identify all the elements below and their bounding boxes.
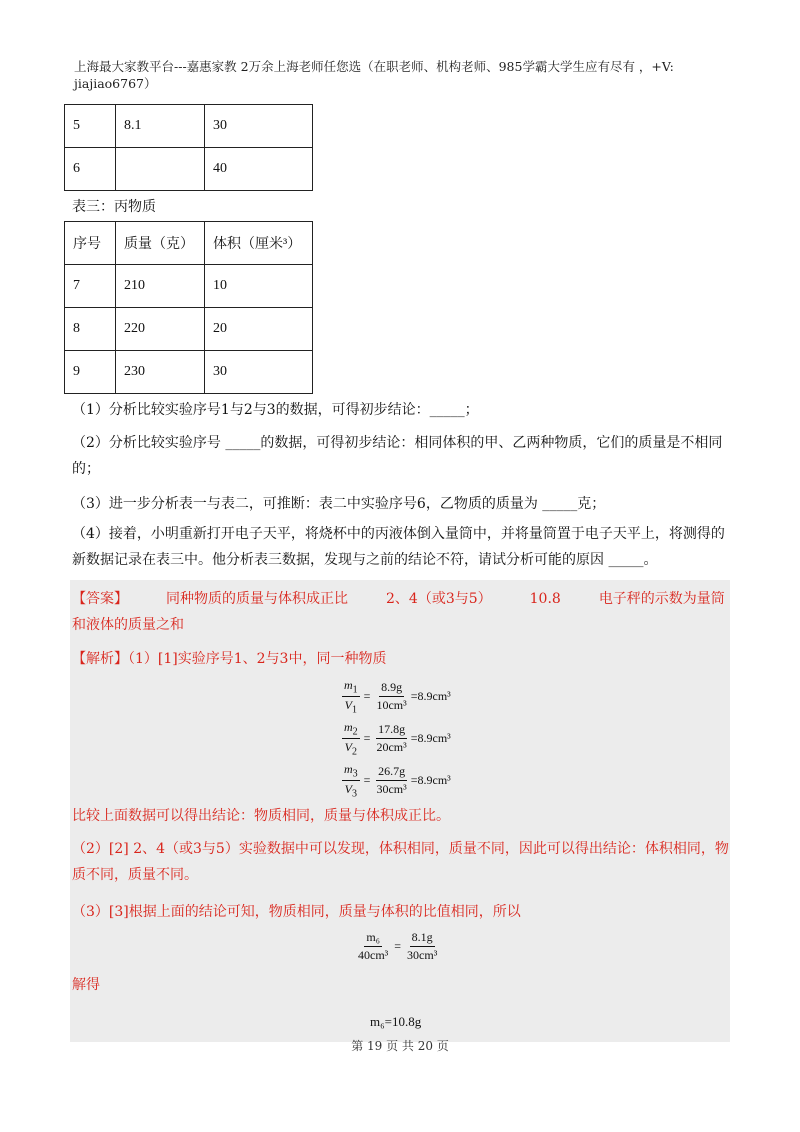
table-cell: 20	[205, 308, 313, 351]
table-cell: 230	[116, 351, 205, 394]
table-row	[65, 265, 313, 308]
fraction: $\frac{17.8g}{\text{20cm³}}$	[376, 722, 407, 755]
table-header-cell: 质量（克）	[116, 222, 205, 265]
answer-item-2: 2、4（或3与5）	[386, 591, 492, 607]
analysis-tag: 【解析】	[72, 651, 128, 667]
question-2: （2）分析比较实验序号 _____的数据，可得初步结论：相同体积的甲、乙两种物质，它们的质量是不相同的；	[72, 435, 723, 477]
table-header-row	[65, 222, 313, 265]
table-row	[65, 308, 313, 351]
question-3: （3）进一步分析表一与表二，可推断：表二中实验序号6，乙物质的质量为 _____克；	[72, 496, 606, 512]
final-result: m₆=10.8g	[370, 1014, 422, 1029]
answer-item-4: 电子秤的示数为量筒和液体的质量之和	[72, 591, 725, 633]
fraction: $\frac{m_1}{V_1}$	[344, 678, 358, 716]
answer-block	[72, 586, 732, 638]
table-cell: 210	[116, 265, 205, 308]
fraction: $\frac{26.7g}{\text{30cm³}}$	[376, 764, 407, 797]
table-cell: 220	[116, 308, 205, 351]
formula-2: $\frac{m_2}{V_2}$ = $\frac{17.8g}{\text{20cm³}}$ =8.9cm³	[344, 720, 451, 758]
question-4: （4）接着，小明重新打开电子天平，将烧杯中的丙液体倒入量筒中，并将量筒置于电子天平上，将测得的新数据记录在表三中。他分析表三数据，发现与之前的结论不符，请试分析可能的原因 _____。	[72, 526, 725, 568]
solve-label: 解得	[72, 977, 100, 993]
page-header: 上海最大家教平台---嘉惠家教 2万余上海老师任您选（在职老师、机构老师、985学霸大学生应有尽有 ，+V: jiajiao6767）	[74, 59, 674, 91]
answer-item-3: 10.8	[529, 591, 561, 607]
formula-result: =8.9cm³	[410, 731, 451, 746]
table-row	[65, 148, 313, 191]
table-cell: 30	[205, 351, 313, 394]
answer-tag: 【答案】	[72, 591, 128, 607]
table-two-continued	[64, 104, 313, 191]
formula-1: $\frac{m_1}{V_1}$ = $\frac{8.9g}{\text{10cm³}}$ =8.9cm³	[344, 678, 451, 716]
fraction: $\frac{m_2}{V_2}$	[344, 720, 358, 758]
analysis-intro: 【解析】（1）[1]实验序号1、2与3中，同一种物质	[72, 651, 387, 667]
table-cell: 10	[205, 265, 313, 308]
table-header-cell: 体积（厘米³）	[205, 222, 313, 265]
answer-item-1: 同种物质的质量与体积成正比	[166, 591, 348, 607]
table-cell	[116, 148, 205, 191]
analysis-part-2: （2）[2] 2、4（或3与5）实验数据中可以发现，体积相同，质量不同，因此可以得出结论：体积相同，物质不同，质量不同。	[72, 841, 729, 883]
table-three-label: 表三：丙物质	[72, 199, 156, 215]
table-cell: 7	[65, 265, 116, 308]
fraction: $\frac{8.1g}{\text{30cm³}}$	[407, 930, 438, 962]
table-cell: 8.1	[116, 105, 205, 148]
formula-result: =8.9cm³	[410, 689, 451, 704]
table-cell: 6	[65, 148, 116, 191]
analysis-conclusion-1: 比较上面数据可以得出结论：物质相同，质量与体积成正比。	[72, 808, 450, 824]
table-cell: 30	[205, 105, 313, 148]
fraction: $\frac{\text{m₆}}{\text{40cm³}}$	[358, 930, 389, 962]
table-cell: 5	[65, 105, 116, 148]
formula-3: $\frac{m_3}{V_3}$ = $\frac{26.7g}{\text{30cm³}}$ =8.9cm³	[344, 762, 451, 800]
table-cell: 40	[205, 148, 313, 191]
table-cell: 9	[65, 351, 116, 394]
table-cell: 8	[65, 308, 116, 351]
table-header-cell: 序号	[65, 222, 116, 265]
table-row	[65, 105, 313, 148]
fraction: $\frac{8.9g}{\text{10cm³}}$	[376, 680, 407, 713]
fraction: $\frac{m_3}{V_3}$	[344, 762, 358, 800]
table-row	[65, 351, 313, 394]
page-footer: 第 19 页 共 20 页	[351, 1039, 449, 1053]
table-three	[64, 221, 313, 394]
ratio-equation: $\frac{\text{m₆}}{\text{40cm³}}$ = $\frac{8.1g}{\text{30cm³}}$	[358, 930, 438, 962]
formula-result: =8.9cm³	[410, 773, 451, 788]
question-1: （1）分析比较实验序号1与2与3的数据，可得初步结论：_____；	[72, 402, 479, 418]
analysis-part-3: （3）[3]根据上面的结论可知，物质相同，质量与体积的比值相同，所以	[72, 904, 521, 920]
